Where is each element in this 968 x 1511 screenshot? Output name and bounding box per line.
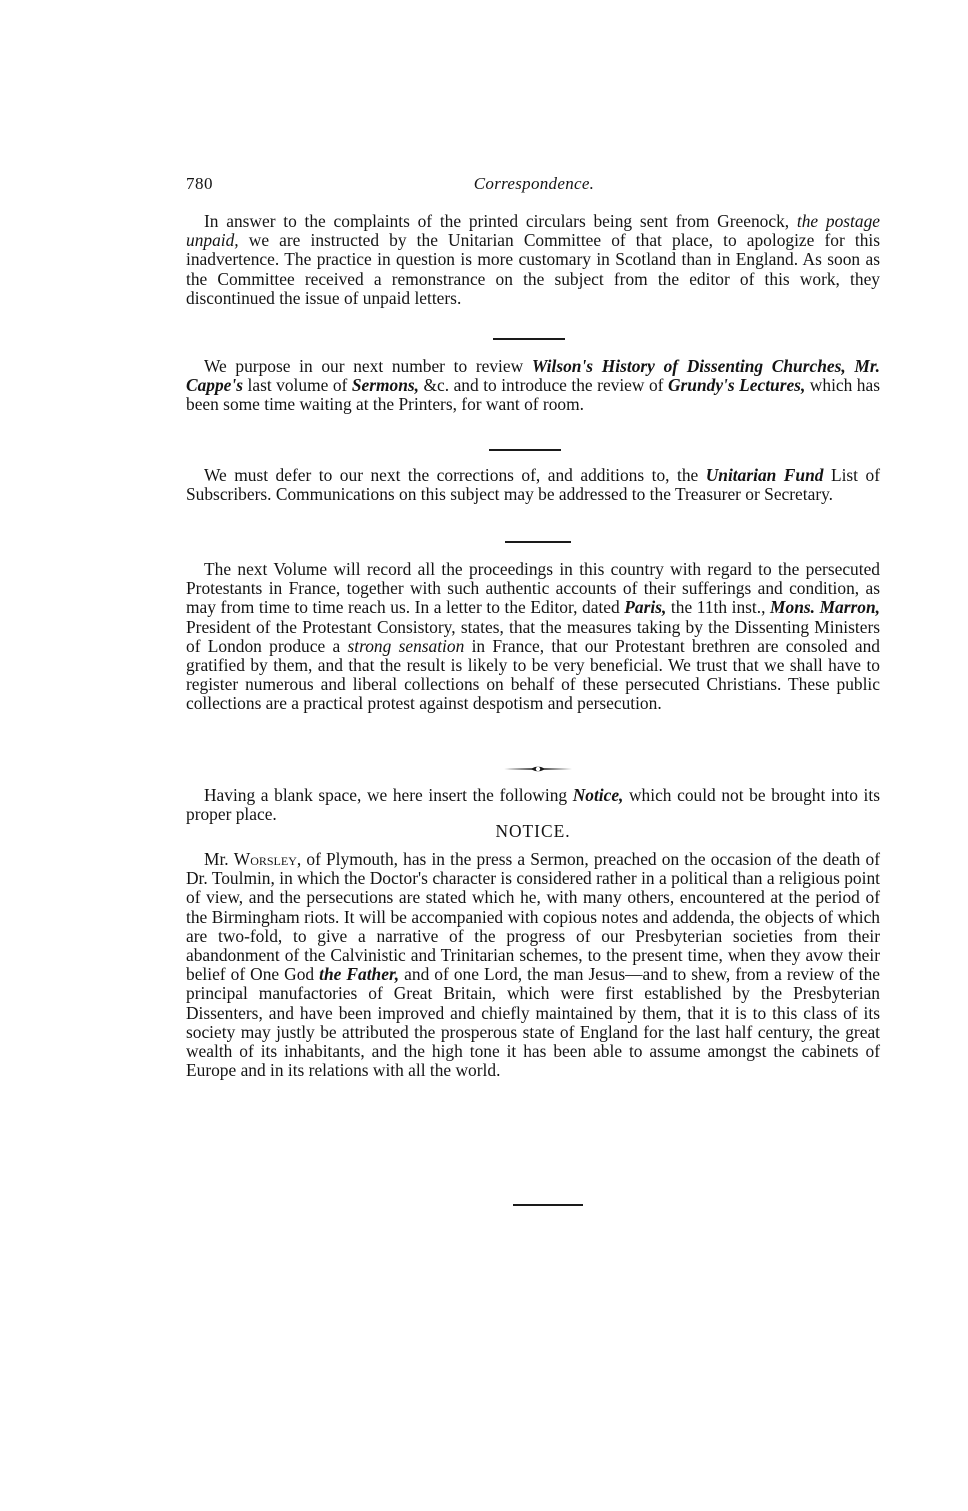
paragraph-postage bbox=[186, 212, 880, 308]
paragraph-blank-space-text: Having a blank space, we here insert the following Notice, which could not be brought into its proper place. bbox=[186, 785, 880, 825]
running-head: Correspondence. bbox=[473, 174, 595, 193]
paragraph-blank-space bbox=[186, 786, 880, 824]
closing-divider bbox=[513, 1204, 583, 1206]
paragraph-notice-text: Mr. Worsley, of Plymouth, has in the press a Sermon, preached on the occasion of the death of Dr. Toulmin, in which the Doctor's character is considered rather in a political than a religious point of view, and the persecutions are stated which he, with many others, encountered at the period of the Birmingham riots. It will be accompanied with copious notes and addenda, the objects of which are two-fold, to give a narrative of the progress of our Presbyterian societies from their abandonment of the Calvinistic and Trinitarian schemes, to the present time, when they avow their belief of One God the Father, and of one Lord, the man Jesus—and to shew, from a review of the principal manufactories of Great Britain, which were first established by the Presbyterian Dissenters, and have been improved and chiefly maintained by them, that it is to this class of its society may justly be attributed the prosperous state of England for the last half century, the great wealth of its inhabitants, and the high tone it has been able to assume amongst the cabinets of Europe and in its relations with all the world. bbox=[186, 849, 881, 1081]
paragraph-notice bbox=[186, 850, 880, 1080]
paragraph-postage-text: In answer to the complaints of the printed circulars being sent from Greenock, the postage unpaid, we are instructed by the Unitarian Committee of that place, to apologize for this inadvertence. The practice in question is more customary in Scotland than in England. As soon as the Committee received a remonstrance on the subject from the editor of this work, they discontinued the issue of unpaid letters. bbox=[186, 211, 880, 308]
paragraph-subscribers bbox=[186, 466, 880, 504]
page-number: 780 bbox=[186, 174, 213, 193]
paragraph-persecuted-protestants-text: The next Volume will record all the proceedings in this country with regard to the persecuted Protestants in France, together with such authentic accounts of their sufferings and condition, as may from time to time reach us. In a letter to the Editor, dated Paris, the 11th inst., Mons. Marron, President of the Protestant Consistory, states, that the measures taking by the Dissenting Ministers of London produce a strong sensation in France, that our Protestant brethren are consoled and gratified by them, and that the result is likely to be very beneficial. We trust that we shall have to register numerous and liberal collections on behalf of these persecuted Christians. These public collections are a practical protest against despotism and persecution. bbox=[186, 559, 880, 714]
paragraph-subscribers-text: We must defer to our next the corrections of, and additions to, the Unitarian Fund List of Subscribers. Communications on this subject may be addressed to the Treasurer or Secretary. bbox=[186, 465, 880, 505]
paragraph-reviews-text: We purpose in our next number to review Wilson's History of Dissenting Churches, Mr. Cappe's last volume of Sermons, &c. and to introduce the review of Grundy's Lectures, which has been some time waiting at the Printers, for want of room. bbox=[186, 356, 880, 415]
paragraph-persecuted-protestants bbox=[186, 560, 880, 714]
paragraph-reviews bbox=[186, 357, 880, 415]
ornamental-divider bbox=[502, 765, 574, 773]
section-divider bbox=[505, 541, 571, 543]
page-header bbox=[186, 174, 882, 200]
section-divider bbox=[489, 449, 561, 451]
notice-heading: NOTICE. bbox=[495, 821, 571, 841]
section-divider bbox=[493, 338, 565, 340]
